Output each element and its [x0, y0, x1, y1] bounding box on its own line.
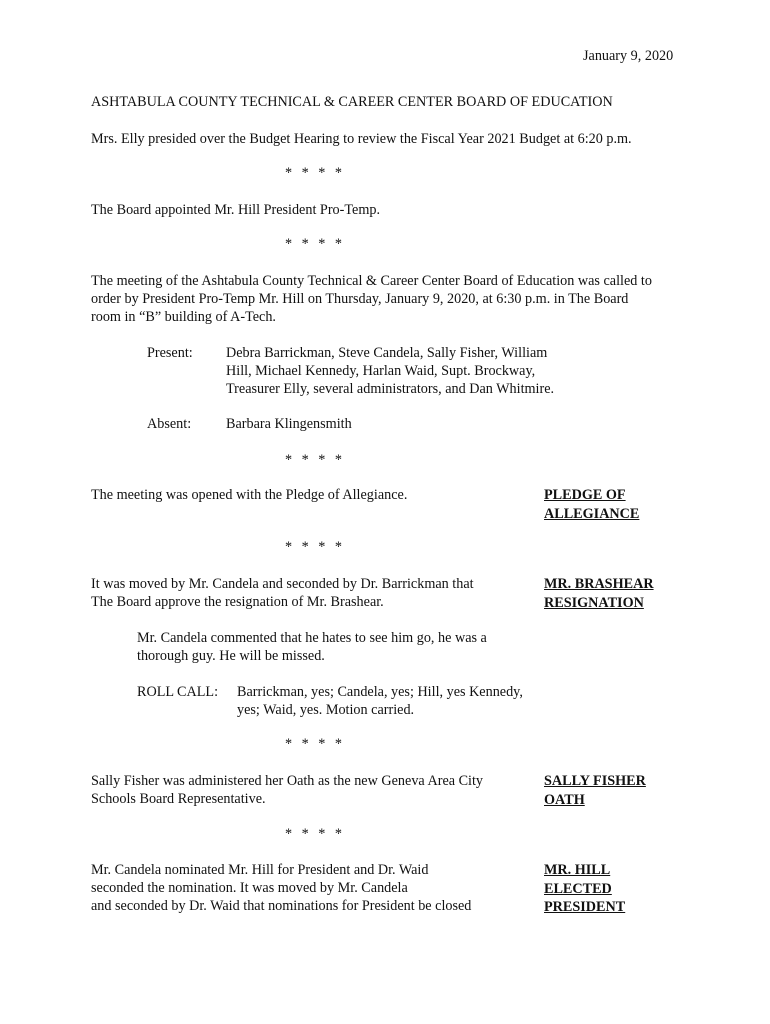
section-separator: * * * *: [284, 826, 345, 842]
present-list: [226, 344, 554, 398]
paragraph-line: Mr. Candela commented that he hates to see him go, he was a: [137, 630, 487, 646]
president-nomination: [91, 861, 471, 915]
meeting-date: January 9, 2020: [583, 48, 674, 64]
paragraph-line: Sally Fisher was administered her Oath as the new Geneva Area City: [91, 773, 484, 789]
roll-call-line: Barrickman, yes; Candela, yes; Hill, yes Kennedy,: [237, 684, 523, 700]
present-line: Debra Barrickman, Steve Candela, Sally Fisher, William: [226, 345, 548, 361]
oath-text: [91, 772, 483, 808]
present-label: Present:: [147, 345, 193, 361]
pledge-side-heading: PLEDGE OF ALLEGIANCE: [544, 487, 640, 522]
pledge-text: The meeting was opened with the Pledge of Allegiance.: [91, 487, 408, 503]
roll-call-line: yes; Waid, yes. Motion carried.: [237, 702, 415, 718]
section-separator: * * * *: [284, 539, 345, 555]
section-separator: * * * *: [284, 452, 345, 468]
paragraph-line: order by President Pro-Temp Mr. Hill on Thursday, January 9, 2020, at 6:30 p.m. in The Board: [91, 291, 629, 307]
call-to-order-paragraph: [91, 272, 652, 326]
present-line: Treasurer Elly, several administrators, and Dan Whitmire.: [226, 381, 555, 397]
roll-call-label: ROLL CALL:: [137, 684, 219, 700]
board-heading: ASHTABULA COUNTY TECHNICAL & CAREER CENTER BOARD OF EDUCATION: [91, 94, 613, 110]
absent-label: Absent:: [147, 416, 192, 432]
oath-side-heading: SALLY FISHER OATH: [544, 773, 646, 808]
paragraph-line: The Board approve the resignation of Mr. Brashear.: [91, 594, 384, 610]
paragraph-line: thorough guy. He will be missed.: [137, 648, 325, 664]
present-line: Hill, Michael Kennedy, Harlan Waid, Supt. Brockway,: [226, 363, 536, 379]
paragraph-line: room in “B” building of A-Tech.: [91, 309, 276, 325]
resignation-side-heading: MR. BRASHEAR RESIGNATION: [544, 576, 654, 611]
pro-temp-text: The Board appointed Mr. Hill President Pro-Temp.: [91, 202, 381, 218]
paragraph-line: It was moved by Mr. Candela and seconded by Dr. Barrickman that: [91, 576, 474, 592]
paragraph-line: and seconded by Dr. Waid that nominations for President be closed: [91, 898, 472, 914]
resignation-comment: [137, 629, 487, 665]
section-separator: * * * *: [284, 165, 345, 181]
roll-call-votes: [237, 683, 523, 719]
absent-value: Barbara Klingensmith: [226, 416, 352, 432]
budget-hearing-text: Mrs. Elly presided over the Budget Hearing to review the Fiscal Year 2021 Budget at 6:20 p.m.: [91, 131, 632, 147]
paragraph-line: The meeting of the Ashtabula County Technical & Career Center Board of Education was called to: [91, 273, 652, 289]
paragraph-line: Schools Board Representative.: [91, 791, 266, 807]
president-side-heading: MR. HILL ELECTED PRESIDENT: [544, 862, 626, 915]
resignation-motion: [91, 575, 474, 611]
paragraph-line: Mr. Candela nominated Mr. Hill for President and Dr. Waid: [91, 862, 429, 878]
section-separator: * * * *: [284, 236, 345, 252]
paragraph-line: seconded the nomination. It was moved by Mr. Candela: [91, 880, 408, 896]
section-separator: * * * *: [284, 736, 345, 752]
